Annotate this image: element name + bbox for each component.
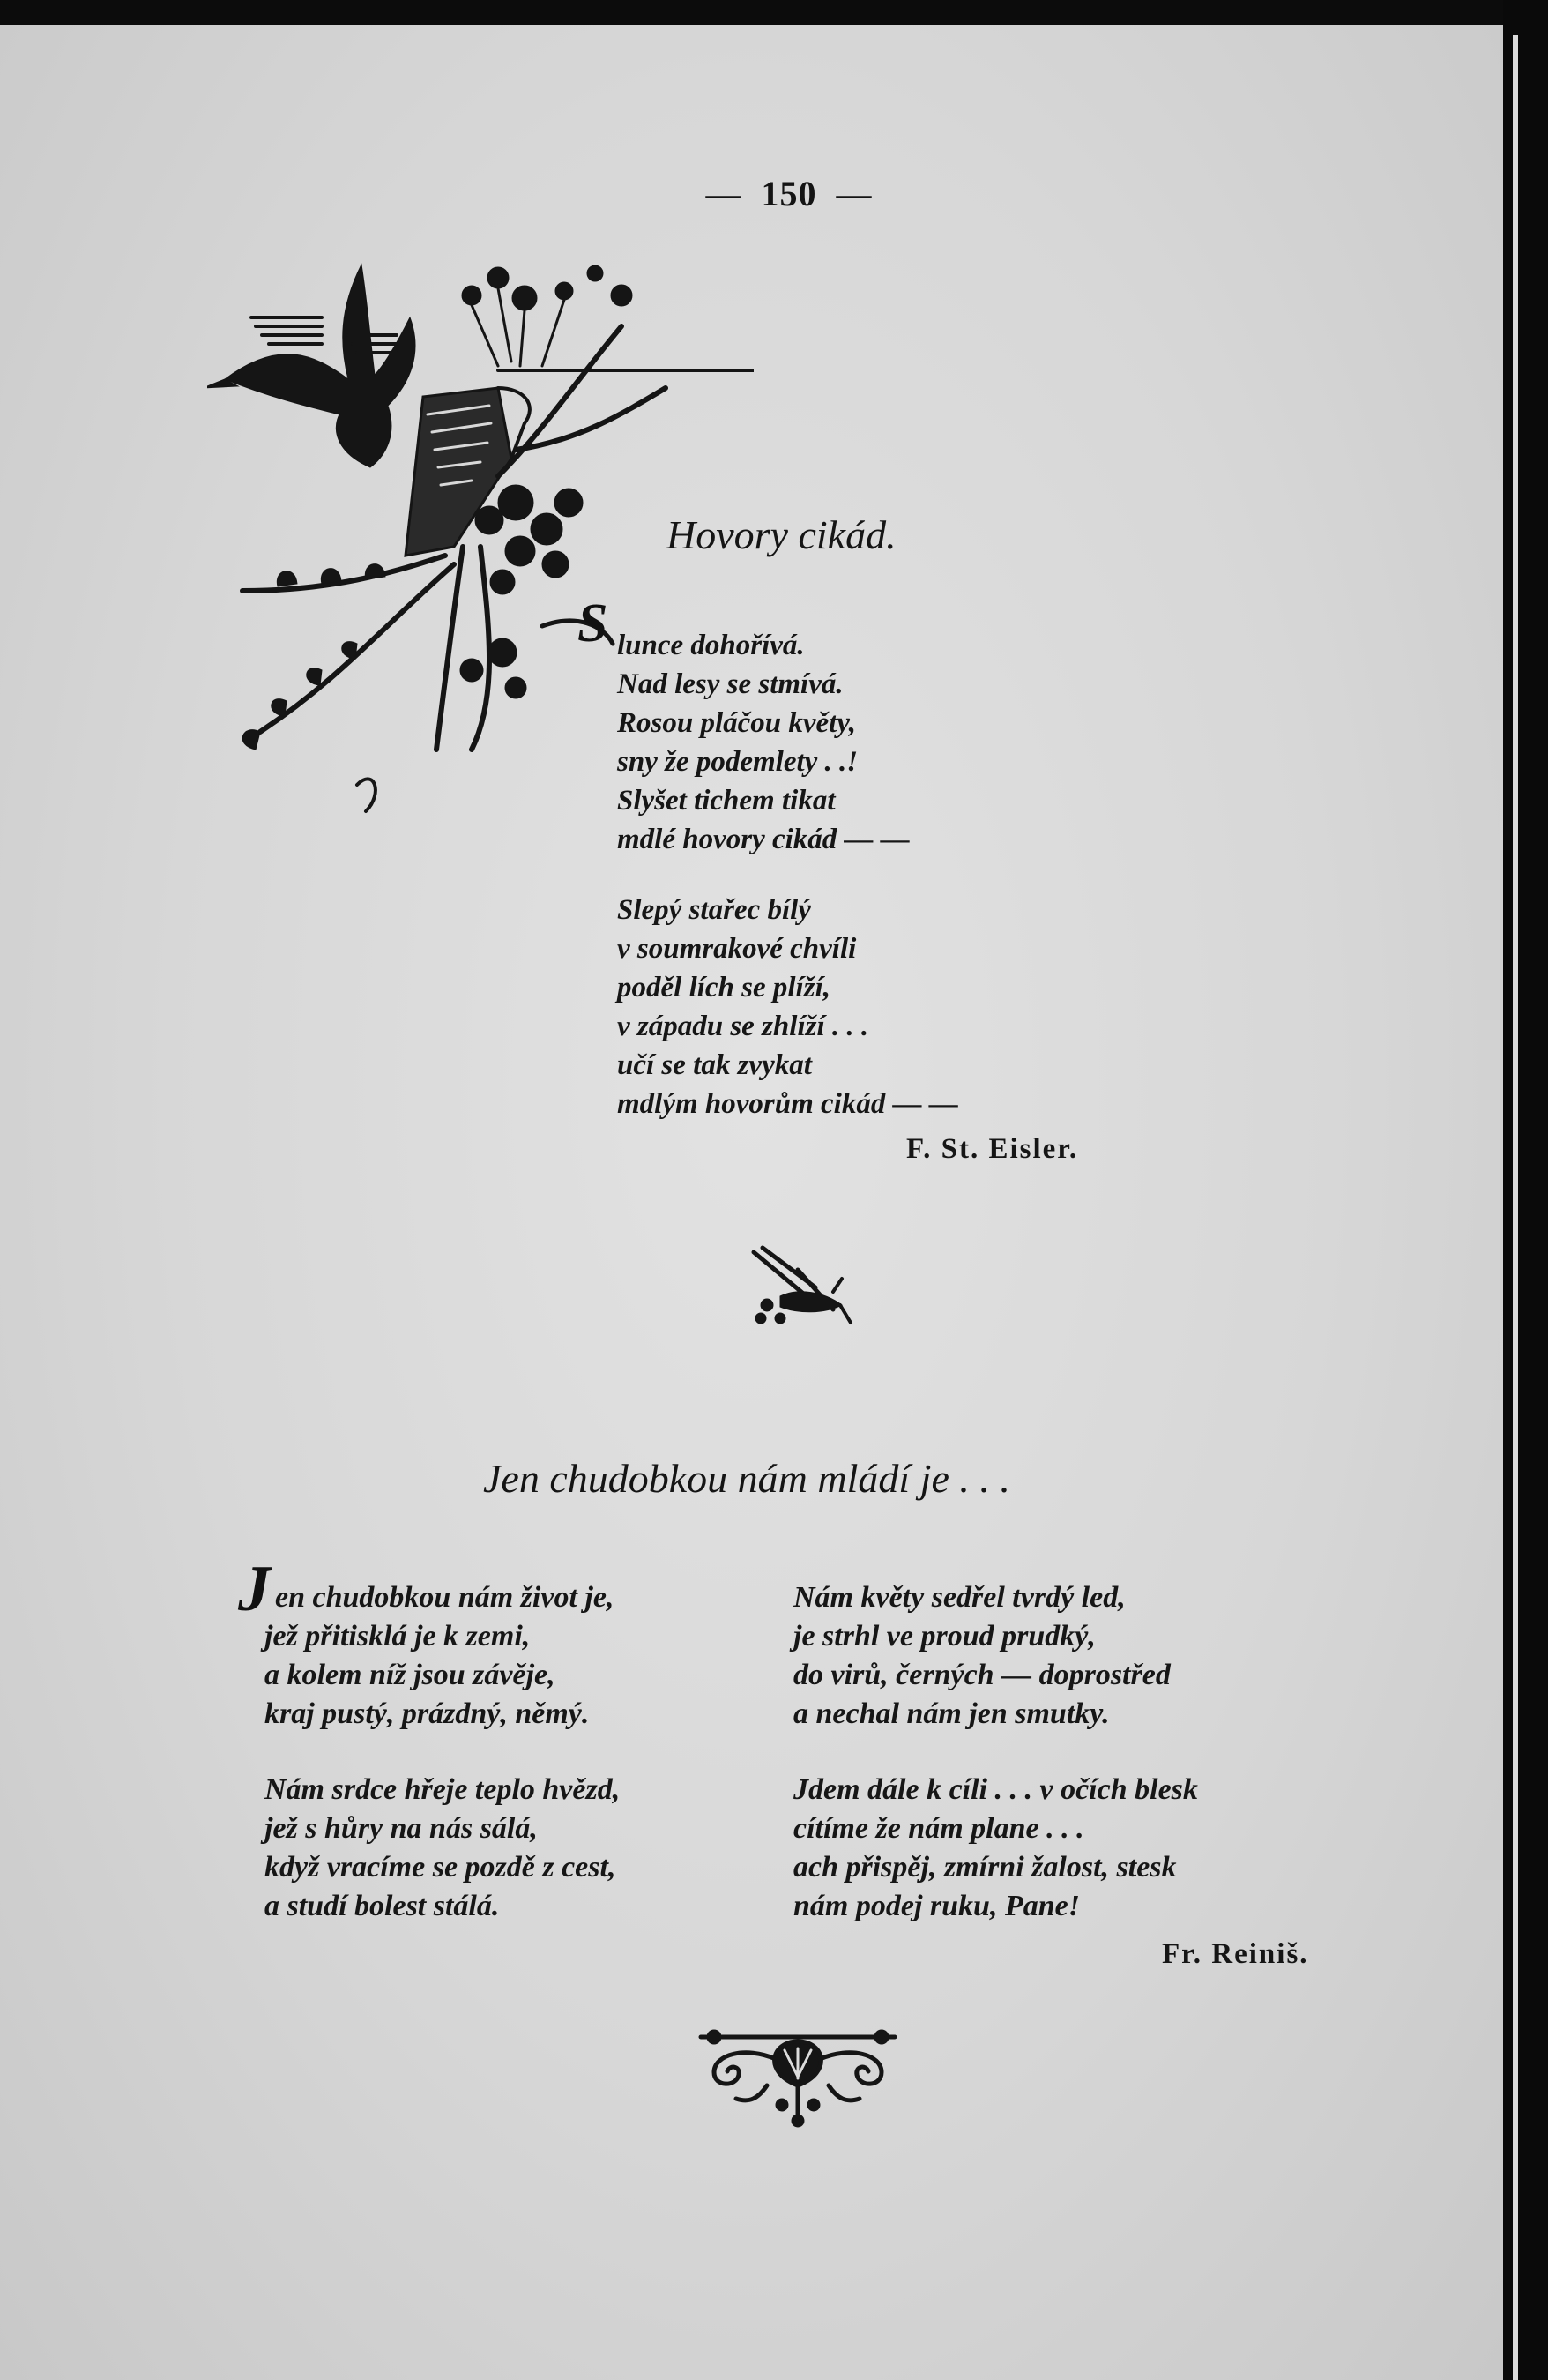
poem-line: ach přispěj, zmírni žalost, stesk [793, 1851, 1177, 1884]
page-number-value: 150 [761, 174, 817, 213]
poem-line: sny že podemlety . .! [617, 746, 859, 778]
poem-line: do virů, černých — doprostřed [793, 1659, 1171, 1691]
poem-line: jež s hůry na nás sálá, [264, 1812, 538, 1845]
page-number [688, 173, 890, 214]
poem-line: poděl lích se plíží, [617, 972, 830, 1003]
poem-line: a kolem níž jsou závěje, [264, 1659, 555, 1691]
poem-line: Nám srdce hřeje teplo hvězd, [264, 1773, 621, 1806]
poem1-stanza-1 [617, 626, 910, 859]
author-eisler: F. St. Eisler. [906, 1133, 1079, 1165]
poem-line: Jdem dále k cíli . . . v očích blesk [793, 1773, 1198, 1806]
poem-line: Nám květy sedřel tvrdý led, [793, 1581, 1126, 1614]
cicada-ornament-icon [745, 1243, 855, 1327]
poem-line: lunce dohořívá. [617, 630, 805, 661]
poem2-left-stanza-1 [264, 1578, 614, 1734]
poem-line: a nechal nám jen smutky. [793, 1697, 1110, 1730]
poem-line: jež přitisklá je k zemi, [264, 1620, 531, 1653]
poem1-stanza-2 [617, 891, 958, 1123]
poem-line: Nad lesy se stmívá. [617, 668, 844, 700]
poem-line: mdlé hovory cikád — — [617, 824, 910, 855]
poem-line: nám podej ruku, Pane! [793, 1890, 1080, 1922]
poem-line: Slyšet tichem tikat [617, 785, 836, 817]
poem-line: v západu se zhlíží . . . [617, 1011, 869, 1042]
poem-line: Rosou pláčou květy, [617, 707, 857, 739]
poem2-right-stanza-2 [793, 1771, 1198, 1926]
poem-title-jen-chudobkou: Jen chudobkou nám mládí je . . . [483, 1456, 1010, 1501]
author-reinis: Fr. Reiniš. [1162, 1938, 1309, 1970]
poem-line: a studí bolest stálá. [264, 1890, 500, 1922]
poem-line: mdlým hovorům cikád — — [617, 1088, 958, 1120]
page-edge-line [1513, 35, 1518, 2380]
poem-line: když vracíme se pozdě z cest, [264, 1851, 616, 1884]
poem-line: učí se tak zvykat [617, 1049, 812, 1081]
scan-edge [1503, 0, 1548, 2380]
poem-line: v soumrakové chvíli [617, 933, 857, 965]
poem2-left-stanza-2 [264, 1771, 620, 1926]
poem-line: je strhl ve proud prudký, [793, 1620, 1096, 1653]
tailpiece-ornament-icon [696, 2024, 899, 2130]
drop-initial-j: J [238, 1553, 271, 1625]
page-number-dash-left: — [705, 174, 742, 213]
poem-line: kraj pustý, prázdný, němý. [264, 1697, 590, 1730]
drop-initial-s: S [577, 593, 608, 653]
poem-line: cítíme že nám plane . . . [793, 1812, 1084, 1845]
poem2-right-stanza-1 [793, 1578, 1171, 1734]
poem-line: en chudobkou nám život je, [275, 1581, 614, 1614]
poem-line: Slepý stařec bílý [617, 894, 811, 926]
poem-title-hovory-cikad: Hovory cikád. [666, 512, 897, 557]
page-number-dash-right: — [836, 174, 873, 213]
